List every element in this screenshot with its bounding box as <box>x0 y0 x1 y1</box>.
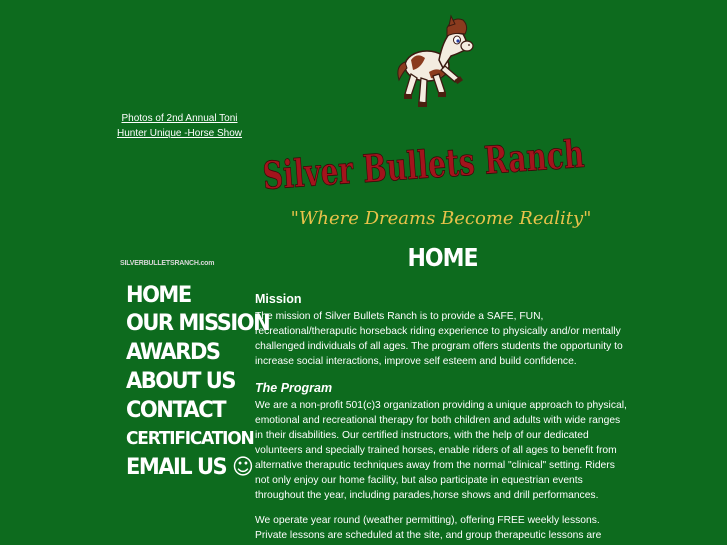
nav-home[interactable]: HOME <box>126 282 191 308</box>
tagline: "Where Dreams Become Reality" <box>290 208 592 229</box>
nav-about-us[interactable]: ABOUT US <box>126 368 235 394</box>
photos-horse-show-link[interactable]: Photos of 2nd Annual Toni Hunter Unique -Horse Show <box>116 113 243 139</box>
ranch-title-text: Silver Bullets Ranch <box>261 122 700 199</box>
nav-our-mission[interactable]: OUR MISSION <box>126 310 270 336</box>
page-heading: HOME <box>407 244 478 273</box>
nav-email-us[interactable]: EMAIL US ☺ <box>126 454 253 480</box>
horse-logo-image <box>393 10 477 112</box>
ranch-title-logo <box>258 118 700 199</box>
mission-text: The mission of Silver Bullets Ranch is to provide a SAFE, FUN, recreational/theraputic horseback riding experience to physically and/or mentally challenged individuals of all ages. The program offers students the opportunity to increase social interactions, improve self esteem and build confidence. <box>255 311 623 367</box>
program-title: The Program <box>255 381 333 395</box>
nav-awards[interactable]: AWARDS <box>126 339 220 365</box>
program-text: We are a non-profit 501(c)3 organization providing a unique approach to physical, emotional and recreational therapy for both children and adults with wide ranges in their disabilities. Our certified instructors, with the help of our dedicated volunteers and specially trained horses, enable riders of all ages to benefit from alternative theraputic techniques away from the normal "clinical" setting. Riders not only enjoy our home facility, but also participate in equestrian events throughout the year, including parades,horse shows and drill performances. <box>255 400 627 501</box>
nav-contact[interactable]: CONTACT <box>126 397 226 423</box>
mission-title: Mission <box>255 292 302 306</box>
nav-certification[interactable]: CERTIFICATION <box>126 428 254 450</box>
operate-text: We operate year round (weather permitting), offering FREE weekly lessons. Private lessons are scheduled at the site, and group therapeutic lessons are <box>255 515 602 541</box>
site-url-logo: SILVERBULLETSRANCH.com <box>120 260 215 267</box>
